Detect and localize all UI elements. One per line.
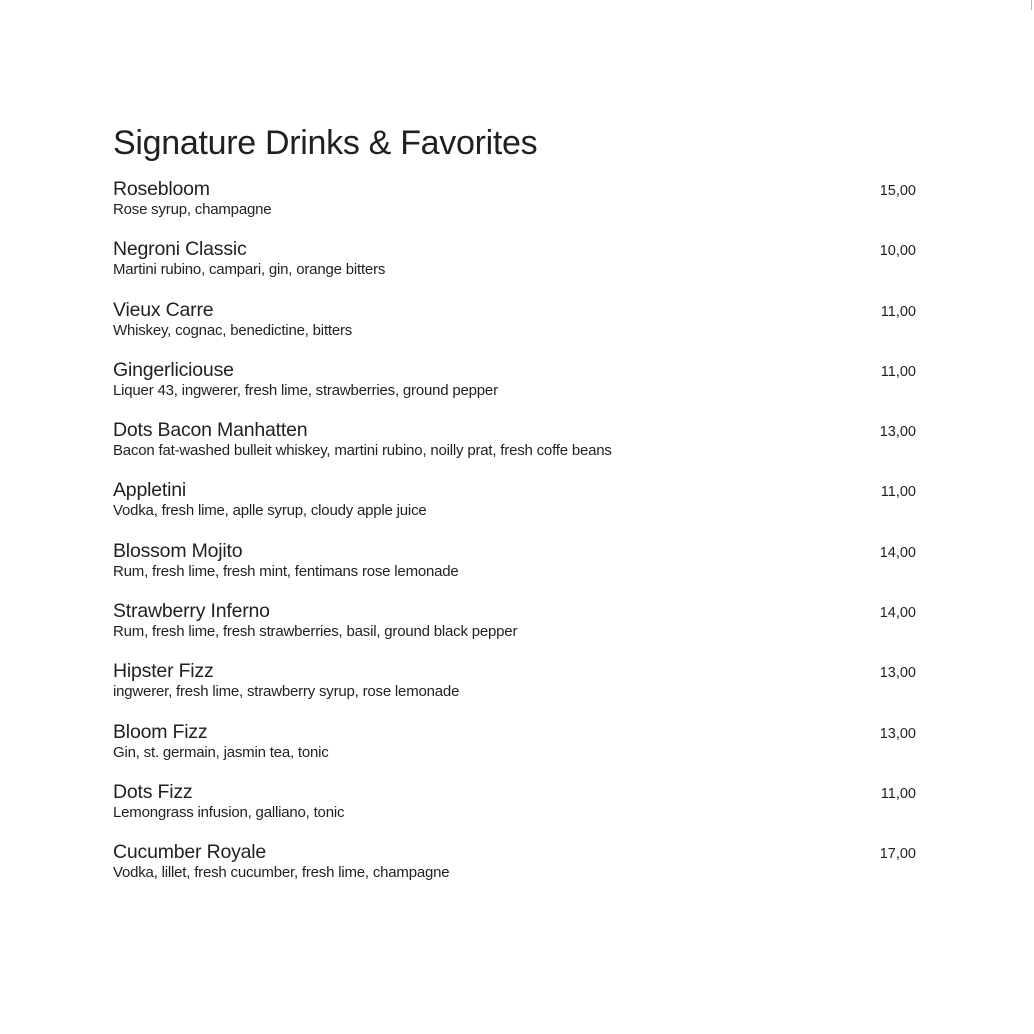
item-description: Rum, fresh lime, fresh strawberries, basil, ground black pepper: [113, 623, 518, 641]
item-name: Vieux Carre: [113, 298, 214, 321]
item-description: Lemongrass infusion, galliano, tonic: [113, 803, 345, 821]
item-description: Martini rubino, campari, gin, orange bitters: [113, 261, 386, 279]
item-name: Gingerliciouse: [113, 358, 234, 381]
item-price: 10,00: [879, 243, 916, 260]
menu-item: [113, 660, 918, 720]
item-name: Cucumber Royale: [113, 841, 267, 864]
item-name: Hipster Fizz: [113, 660, 214, 683]
item-name: Blossom Mojito: [113, 539, 243, 562]
menu-item: [113, 178, 918, 238]
item-price: 11,00: [880, 785, 916, 802]
item-description: Liquer 43, ingwerer, fresh lime, strawberries, ground pepper: [113, 381, 498, 399]
item-description: Whiskey, cognac, benedictine, bitters: [113, 321, 353, 339]
page-edge-mark: [1031, 0, 1032, 10]
item-description: Vodka, lillet, fresh cucumber, fresh lime, champagne: [113, 864, 450, 882]
item-price: 17,00: [879, 846, 916, 863]
item-description: Rose syrup, champagne: [113, 201, 272, 218]
item-price: 11,00: [880, 484, 916, 501]
item-name: Strawberry Inferno: [113, 600, 270, 623]
item-name: Negroni Classic: [113, 238, 247, 261]
item-name: Bloom Fizz: [113, 720, 208, 743]
item-name: Appletini: [113, 479, 187, 502]
item-description: Rum, fresh lime, fresh mint, fentimans rose lemonade: [113, 562, 459, 580]
item-price: 11,00: [880, 363, 916, 380]
item-name: Rosebloom: [113, 178, 210, 200]
item-name: Dots Bacon Manhatten: [113, 419, 308, 442]
menu-item: [113, 238, 918, 298]
menu-item: [113, 479, 918, 539]
drinks-list: [113, 178, 918, 902]
menu-item: [113, 359, 918, 419]
item-price: 13,00: [879, 424, 916, 441]
menu-item: [113, 721, 918, 781]
menu-item: [113, 419, 918, 479]
item-price: 14,00: [879, 544, 916, 561]
item-price: 15,00: [879, 183, 916, 199]
item-price: 14,00: [879, 605, 916, 622]
item-price: 11,00: [880, 303, 916, 320]
menu-title: Signature Drinks & Favorites: [113, 124, 538, 162]
item-description: Gin, st. germain, jasmin tea, tonic: [113, 743, 329, 761]
item-price: 13,00: [879, 665, 916, 682]
menu-item: [113, 540, 918, 600]
menu-item: [113, 841, 918, 901]
item-name: Dots Fizz: [113, 780, 193, 803]
menu-item: [113, 299, 918, 359]
item-description: ingwerer, fresh lime, strawberry syrup, rose lemonade: [113, 683, 460, 701]
item-description: Bacon fat-washed bulleit whiskey, martini rubino, noilly prat, fresh coffe beans: [113, 442, 612, 460]
item-price: 13,00: [879, 725, 916, 742]
menu-item: [113, 781, 918, 841]
item-description: Vodka, fresh lime, aplle syrup, cloudy apple juice: [113, 502, 427, 520]
menu-item: [113, 600, 918, 660]
